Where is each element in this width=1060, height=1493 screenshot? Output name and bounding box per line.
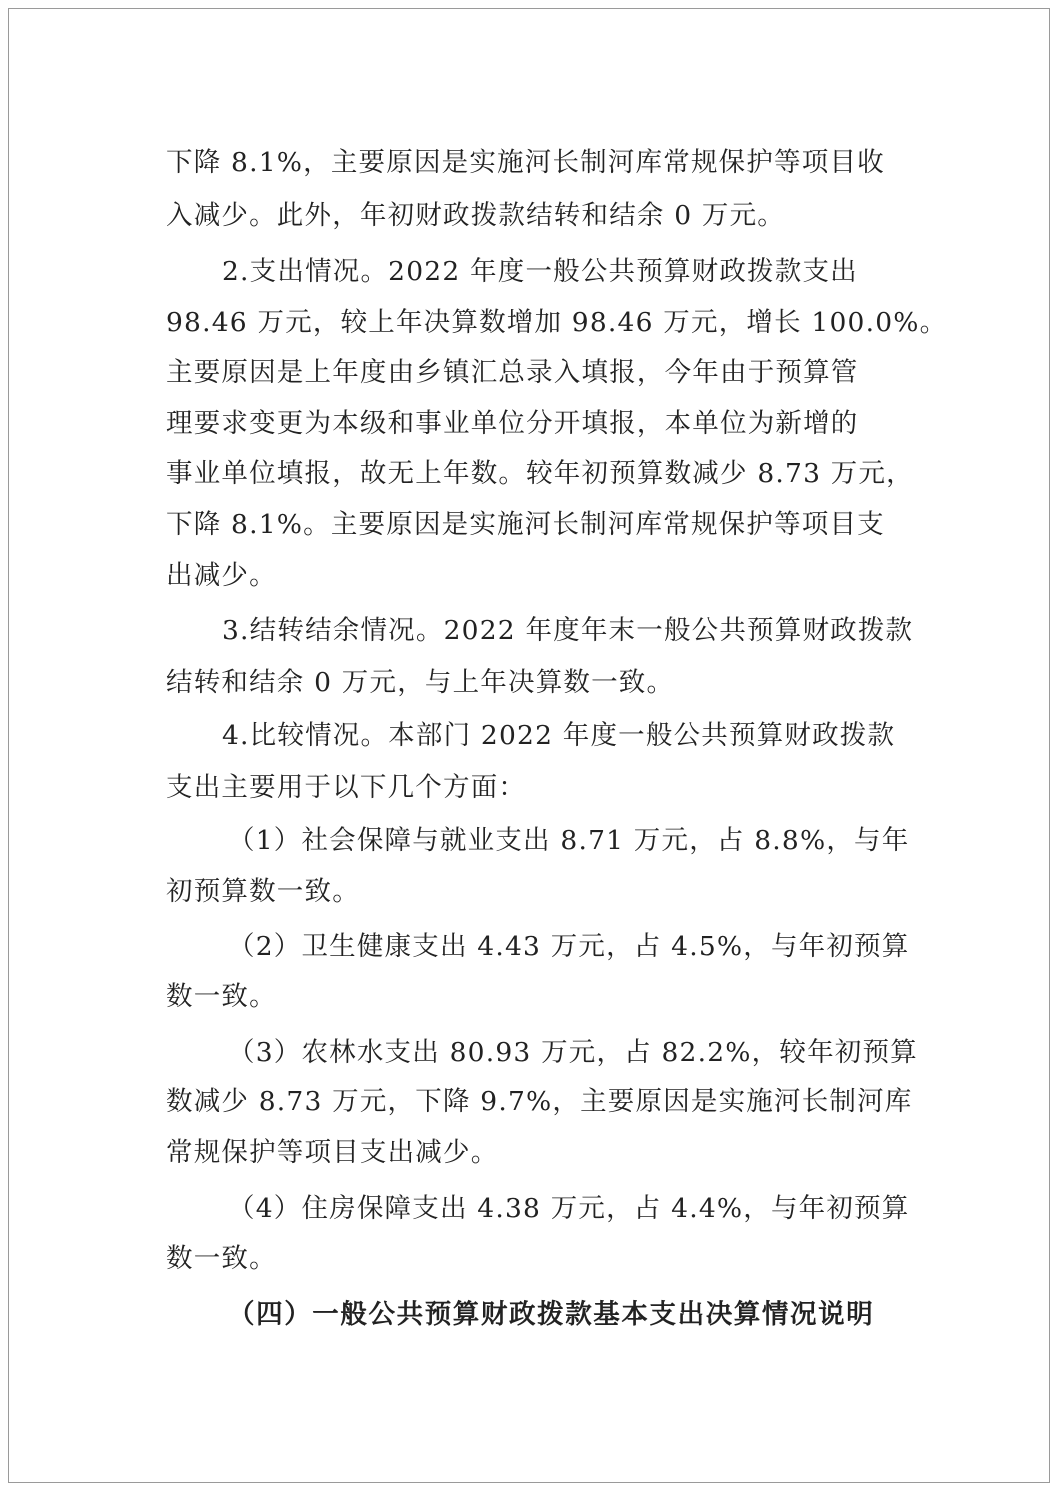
paragraph-line: 主要原因是上年度由乡镇汇总录入填报，今年由于预算管 (166, 357, 859, 388)
paragraph-line: 2.支出情况。2022 年度一般公共预算财政拨款支出 (222, 256, 858, 287)
list-item-line: 初预算数一致。 (166, 876, 360, 907)
paragraph-line: 下降 8.1%，主要原因是实施河长制河库常规保护等项目收 (166, 147, 885, 178)
list-item-line: 常规保护等项目支出减少。 (166, 1137, 499, 1168)
paragraph-line: 98.46 万元，较上年决算数增加 98.46 万元，增长 100.0%。 (166, 307, 948, 338)
section-heading: （四）一般公共预算财政拨款基本支出决算情况说明 (228, 1299, 875, 1330)
list-item-line: （2）卫生健康支出 4.43 万元，占 4.5%，与年初预算 (228, 931, 910, 962)
paragraph-line: 入减少。此外，年初财政拨款结转和结余 0 万元。 (166, 200, 786, 231)
paragraph-line: 支出主要用于以下几个方面： (166, 772, 527, 803)
list-item-line: 数减少 8.73 万元，下降 9.7%，主要原因是实施河长制河库 (166, 1086, 913, 1117)
paragraph-line: 事业单位填报，故无上年数。较年初预算数减少 8.73 万元， (166, 458, 914, 489)
paragraph-line: 出减少。 (166, 560, 277, 591)
paragraph-line: 理要求变更为本级和事业单位分开填报，本单位为新增的 (166, 408, 859, 439)
list-item-line: （4）住房保障支出 4.38 万元，占 4.4%，与年初预算 (228, 1193, 910, 1224)
list-item-line: （3）农林水支出 80.93 万元，占 82.2%，较年初预算 (228, 1037, 918, 1068)
paragraph-line: 4.比较情况。本部门 2022 年度一般公共预算财政拨款 (222, 720, 896, 751)
list-item-line: 数一致。 (166, 981, 277, 1012)
list-item-line: （1）社会保障与就业支出 8.71 万元，占 8.8%，与年 (228, 825, 910, 856)
list-item-line: 数一致。 (166, 1243, 277, 1274)
paragraph-line: 结转和结余 0 万元，与上年决算数一致。 (166, 667, 675, 698)
paragraph-line: 下降 8.1%。主要原因是实施河长制河库常规保护等项目支 (166, 509, 885, 540)
paragraph-line: 3.结转结余情况。2022 年度年末一般公共预算财政拨款 (222, 615, 914, 646)
